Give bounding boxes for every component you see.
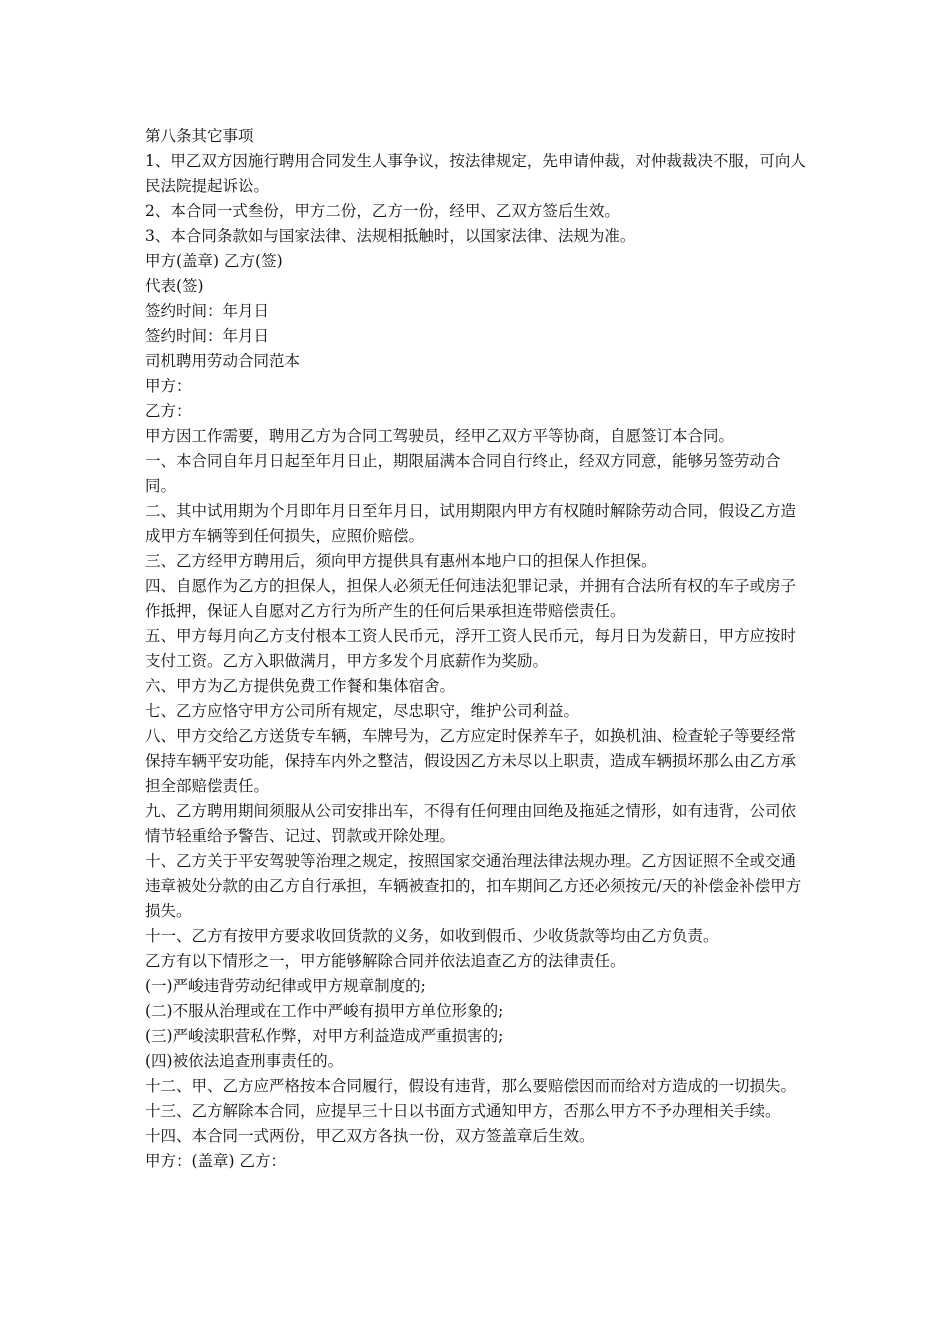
article-9: 九、乙方聘用期间须服从公司安排出车，不得有任何理由回绝及拖延之情形，如有违背，公司依情节轻重给予警告、记过、罚款或开除处理。 <box>145 802 797 845</box>
signing-date-line: 签约时间：年月日 <box>145 302 270 320</box>
article-1: 一、本合同自年月日起至年月日止，期限届满本合同自行终止，经双方同意，能够另签劳动合同。 <box>145 452 781 495</box>
signature-line-parties: 甲方(盖章) 乙方(签) <box>145 252 283 270</box>
clause-3: 3、本合同条款如与国家法律、法规相抵触时，以国家法律、法规为准。 <box>145 227 636 245</box>
article-5: 五、甲方每月向乙方支付根本工资人民币元，浮开工资人民币元，每月日为发薪日，甲方应按时支付工资。乙方入职做满月，甲方多发个月底薪作为奖励。 <box>145 627 797 670</box>
article-12: 十二、甲、乙方应严格按本合同履行，假设有违背，那么要赔偿因而而给对方造成的一切损失。 <box>145 1077 797 1095</box>
article-13: 十三、乙方解除本合同，应提早三十日以书面方式通知甲方，否那么甲方不予办理相关手续。 <box>145 1102 781 1120</box>
preamble: 甲方因工作需要，聘用乙方为合同工驾驶员，经甲乙双方平等协商，自愿签订本合同。 <box>145 427 735 445</box>
article-11: 十一、乙方有按甲方要求收回货款的义务，如收到假币、少收货款等均由乙方负责。 <box>145 927 719 945</box>
termination-intro: 乙方有以下情形之一，甲方能够解除合同并依法追查乙方的法律责任。 <box>145 952 626 970</box>
article-7: 七、乙方应恪守甲方公司所有规定，尽忠职守，维护公司利益。 <box>145 702 580 720</box>
signature-line-representative: 代表(签) <box>145 277 204 295</box>
closing-signature-line: 甲方：(盖章) 乙方： <box>145 1152 287 1170</box>
article-4: 四、自愿作为乙方的担保人，担保人必须无任何违法犯罪记录，并拥有合法所有权的车子或房子作抵押，保证人自愿对乙方行为所产生的任何后果承担连带赔偿责任。 <box>145 577 797 620</box>
clause-2: 2、本合同一式叁份，甲方二份，乙方一份，经甲、乙双方签后生效。 <box>145 202 620 220</box>
document-title: 司机聘用劳动合同范本 <box>145 352 301 370</box>
party-a-line: 甲方： <box>145 377 192 395</box>
article-10: 十、乙方关于平安驾驶等治理之规定，按照国家交通治理法律法规办理。乙方因证照不全或交通违章被处分款的由乙方自行承担，车辆被查扣的，扣车期间乙方还必须按元/天的补偿金补偿甲方损失。 <box>145 852 802 920</box>
termination-item-2: (二)不服从治理或在工作中严峻有损甲方单位形象的; <box>145 1002 504 1020</box>
article-6: 六、甲方为乙方提供免费工作餐和集体宿舍。 <box>145 677 456 695</box>
clause-1: 1、甲乙双方因施行聘用合同发生人事争议，按法律规定，先申请仲裁，对仲裁裁决不服，可向人民法院提起诉讼。 <box>145 152 806 195</box>
document-body <box>145 124 810 1174</box>
termination-item-4: (四)被依法追查刑事责任的。 <box>145 1052 344 1070</box>
article-8: 八、甲方交给乙方送货专车辆，车牌号为，乙方应定时保养车子，如换机油、检查轮子等要经常保持车辆平安功能，保持车内外之整洁，假设因乙方未尽以上职责，造成车辆损坏那么由乙方承担全部赔偿责任。 <box>145 727 797 795</box>
article-2: 二、其中试用期为个月即年月日至年月日，试用期限内甲方有权随时解除劳动合同，假设乙方造成甲方车辆等到任何损失，应照价赔偿。 <box>145 502 797 545</box>
signing-date-line: 签约时间：年月日 <box>145 327 270 345</box>
termination-item-1: (一)严峻违背劳动纪律或甲方规章制度的; <box>145 977 426 995</box>
section-heading-article-8: 第八条其它事项 <box>145 127 254 145</box>
party-b-line: 乙方： <box>145 402 192 420</box>
article-3: 三、乙方经甲方聘用后，须向甲方提供具有惠州本地户口的担保人作担保。 <box>145 552 657 570</box>
termination-item-3: (三)严峻渎职营私作弊，对甲方利益造成严重损害的; <box>145 1027 504 1045</box>
article-14: 十四、本合同一式两份，甲乙双方各执一份，双方签盖章后生效。 <box>145 1127 595 1145</box>
